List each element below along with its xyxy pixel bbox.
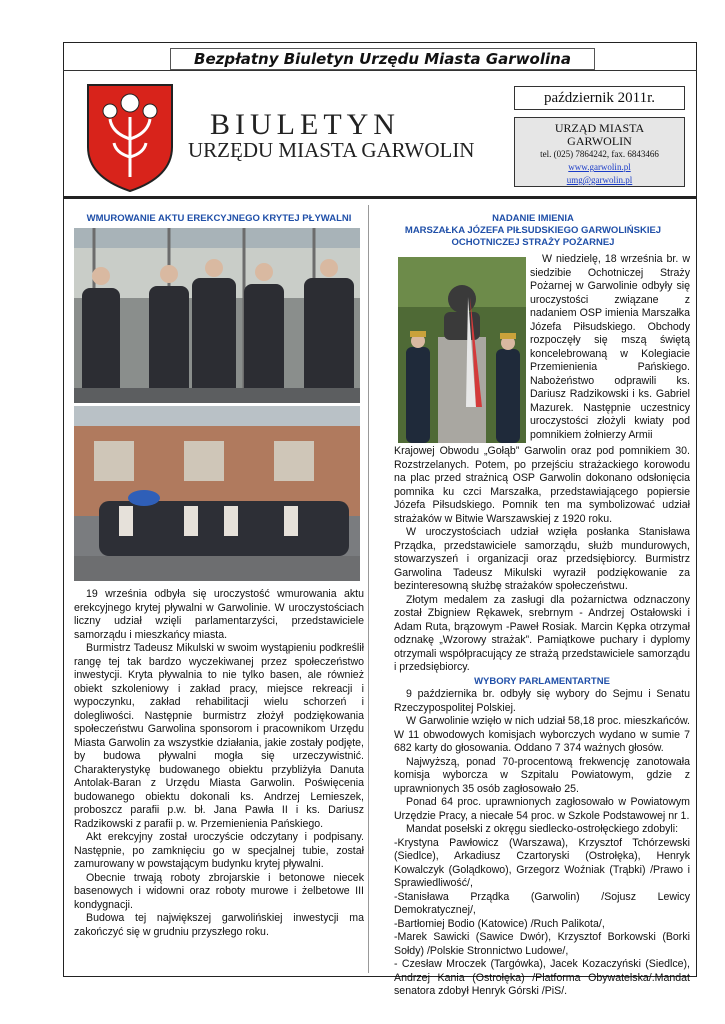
left-paragraph-3: Akt erekcyjny został uroczyście odczytany i podpisany. Następnie, po zamknięciu go w specjalnej tubie, został zamurowany w powstającym budynku krytej pływalni. bbox=[74, 831, 364, 870]
mp-list-item-1: -Krystyna Pawłowicz (Warszawa), Krzysztof Tchórzewski (Siedlce), Arkadiusz Czartoryski (Ostrołęka), Henryk Kowalczyk (Golądkowo), Grzegorz Woźniak (Trąbki) /Prawo i Sprawiedliwość/, bbox=[394, 836, 690, 889]
fire-brigade-paragraph-1: Krajowej Obwodu „Gołąb” Garwolin oraz pod pomnikiem 30. Rozstrzelanych. Potem, po przejściu strażackiego korowodu na plac przed strażnicą OSP Garwolin dokonano odsłonięcia pomnika ku czci Marszałka, przedstawiającego popiersie Józefa Piłsudskiego. Pomnik ten ma symbolizować udział strażaków w Bitwie Warszawskiej z 1920 roku. bbox=[394, 445, 690, 525]
left-paragraph-5: Budowa tej największej garwolińskiej inwestycji ma zakończyć się w grudniu przyszłego roku. bbox=[74, 912, 364, 938]
fire-brigade-paragraph-2: W uroczystościach udział wzięła posłanka Stanisława Prządka, przedstawiciele samorządu, służb mundurowych, stowarzyszeń i organizacji oraz przedsiębiorcy. Burmistrz Garwolina Tadeusz Mikulski wyraził podziękowanie za bezinteresowną służbę strażaków społeczeństwu. bbox=[394, 526, 690, 592]
office-info-box bbox=[514, 117, 685, 187]
mp-list-item-5: - Czesław Mroczek (Targówka), Jacek Kozaczyński (Siedlce), Andrzej Kania (Ostrołęka) /Platforma Obywatelska/.Mandat senatora zdobył Henryk Górski /PiS/. bbox=[394, 958, 690, 997]
website-link[interactable]: www.garwolin.pl bbox=[568, 162, 631, 172]
left-paragraph-2: Burmistrz Tadeusz Mikulski w swoim wystąpieniu podkreślił rangę tej tak bardzo wyczekiwanej przez społeczeństwo inwestycji. Kryta pływalnia to nie tylko basen, ale również obiekt szkoleniowy i zakład pracy, miejsce rekreacji i wypoczynku, zakład rehabilitacji wielu schorzeń i dolegliwości. Następnie burmistrz złożył podziękowania społeczeństwu Garwolina sponsorom i pracownikom Urzędu Miasta Garwolin za wszystkie działania, jakie zostały podjęte, by budowa pływalni mogła się urzeczywistnić. Charakterystykę budowanego obiektu przybliżyła Danuta Antolak-Baran z Urzędu Miasta Garwolin. Poświęcenia budowanego obiektu dokonali ks. Andrzej Lemieszek, proboszcz parafii p.w. bł. Jana Pawła II i ks. Dariusz Radzikowski z parafii p. w. Przemienienia Pańskiego. bbox=[74, 642, 364, 830]
left-paragraph-4: Obecnie trwają roboty zbrojarskie i betonowe niecek basenowych i widowni oraz roboty murowe i żelbetowe III kondygnacji. bbox=[74, 871, 364, 911]
ceremony-photo-1 bbox=[74, 228, 360, 403]
right-article-body bbox=[394, 445, 690, 999]
ceremony-photo-2 bbox=[74, 406, 360, 581]
elections-paragraph-2: W Garwolinie wzięło w nich udział 58,18 proc. mieszkańców. W 11 obwodowych komisjach wyborczych wydano w sumie 7 682 karty do głosowania. Oddano 7 374 ważnych głosów. bbox=[394, 715, 690, 754]
left-article-body bbox=[74, 588, 364, 939]
mp-list-item-2: -Stanisława Prządka (Garwolin) /Sojusz Lewicy Demokratycznej/, bbox=[394, 890, 690, 916]
office-phone: tel. (025) 7864242, fax. 6843466 bbox=[540, 149, 659, 159]
left-heading: WMUROWANIE AKTU EREKCYJNEGO KRYTEJ PŁYWALNI bbox=[86, 213, 352, 224]
header-rule bbox=[63, 70, 697, 71]
issue-date: październik 2011r. bbox=[514, 86, 685, 110]
office-name-2: GARWOLIN bbox=[567, 134, 632, 148]
banner: Bezpłatny Biuletyn Urzędu Miasta Garwolina bbox=[170, 48, 595, 70]
right-heading-line1: NADANIE IMIENIA bbox=[492, 213, 574, 224]
email-link[interactable]: umg@garwolin.pl bbox=[566, 175, 633, 185]
bulletin-title: BIULETYN bbox=[210, 108, 400, 141]
elections-paragraph-4: Ponad 64 proc. uprawnionych zagłosowało w Powiatowym Urzędzie Pracy, a niecałe 54 proc. w Szkole Podstawowej nr 1. bbox=[394, 796, 690, 822]
fire-brigade-paragraph-wrap: W niedzielę, 18 września br. w siedzibie Ochotniczej Straży Pożarnej w Garwolinie odbyły się uroczystości związane z nadaniem OSP imienia Marszałka Józefa Piłsudskiego. Obchody rozpoczęły się mszą świętą koncelebrowaną w Kolegiacie Przemienienia Pańskiego. Nabożeństwo odprawili ks. Dariusz Radzikowski i ks. Gabriel Mazurek. Następnie uczestnicy uroczystości złożyli kwiaty pod pomnikiem żołnierzy Armii bbox=[530, 253, 690, 441]
elections-paragraph-5: Mandat posełski z okręgu siedlecko-ostrołęckiego zdobyli: bbox=[406, 823, 679, 835]
bulletin-subtitle: URZĘDU MIASTA GARWOLIN bbox=[188, 138, 475, 162]
monument-photo bbox=[398, 257, 526, 443]
elections-paragraph-3: Najwyższą, ponad 70-procentową frekwencję zanotowała komisja wyborcza w Szpitalu Powiatowym, gdzie z uprawnionych 35 osób zagłosowało 25. bbox=[394, 755, 690, 795]
left-paragraph-1: 19 września odbyła się uroczystość wmurowania aktu erekcyjnego krytej pływalni w Garwolinie. W uroczystościach liczny udział wzięli parlamentarzyści, przedstawiciele samorządu i mieszkańcy miasta. bbox=[74, 588, 364, 641]
office-name-1: URZĄD MIASTA bbox=[554, 121, 645, 135]
right-heading-line3: OCHOTNICZEJ STRAŻY POŻARNEJ bbox=[451, 237, 615, 248]
right-heading bbox=[378, 213, 688, 249]
column-divider bbox=[368, 205, 369, 973]
right-wrap-text bbox=[530, 253, 690, 442]
mp-list-item-4: -Marek Sawicki (Sawice Dwór), Krzysztof Borkowski (Borki Sołdy) /Polskie Stronnictwo Ludowe/, bbox=[394, 931, 690, 957]
right-heading-line2: MARSZAŁKA JÓZEFA PIŁSUDSKIEGO GARWOLIŃSKIEJ bbox=[404, 225, 662, 236]
elections-heading: WYBORY PARLAMENTARTNE bbox=[474, 675, 610, 687]
header-separator bbox=[63, 196, 697, 199]
mp-list-item-3: -Bartłomiej Bodio (Katowice) /Ruch Palikota/, bbox=[394, 917, 605, 930]
fire-brigade-paragraph-3: Złotym medalem za zasługi dla pożarnictwa odznaczony został Zbigniew Rękawek, srebrnym - Andrzej Ostałowski i Adam Ruta, brązowym -Paweł Rosiak. Marcin Kępka otrzymał odznakę „Wzorowy strażak”. Pamiątkowe puchary i dyplomy otrzymali współpracujący ze strażą przedstawiciele samorządu i przedsiębiorcy. bbox=[394, 593, 690, 673]
elections-paragraph-1: 9 października br. odbyły się wybory do Sejmu i Senatu Rzeczypospolitej Polskiej. bbox=[394, 688, 690, 714]
crest-logo bbox=[82, 77, 178, 195]
